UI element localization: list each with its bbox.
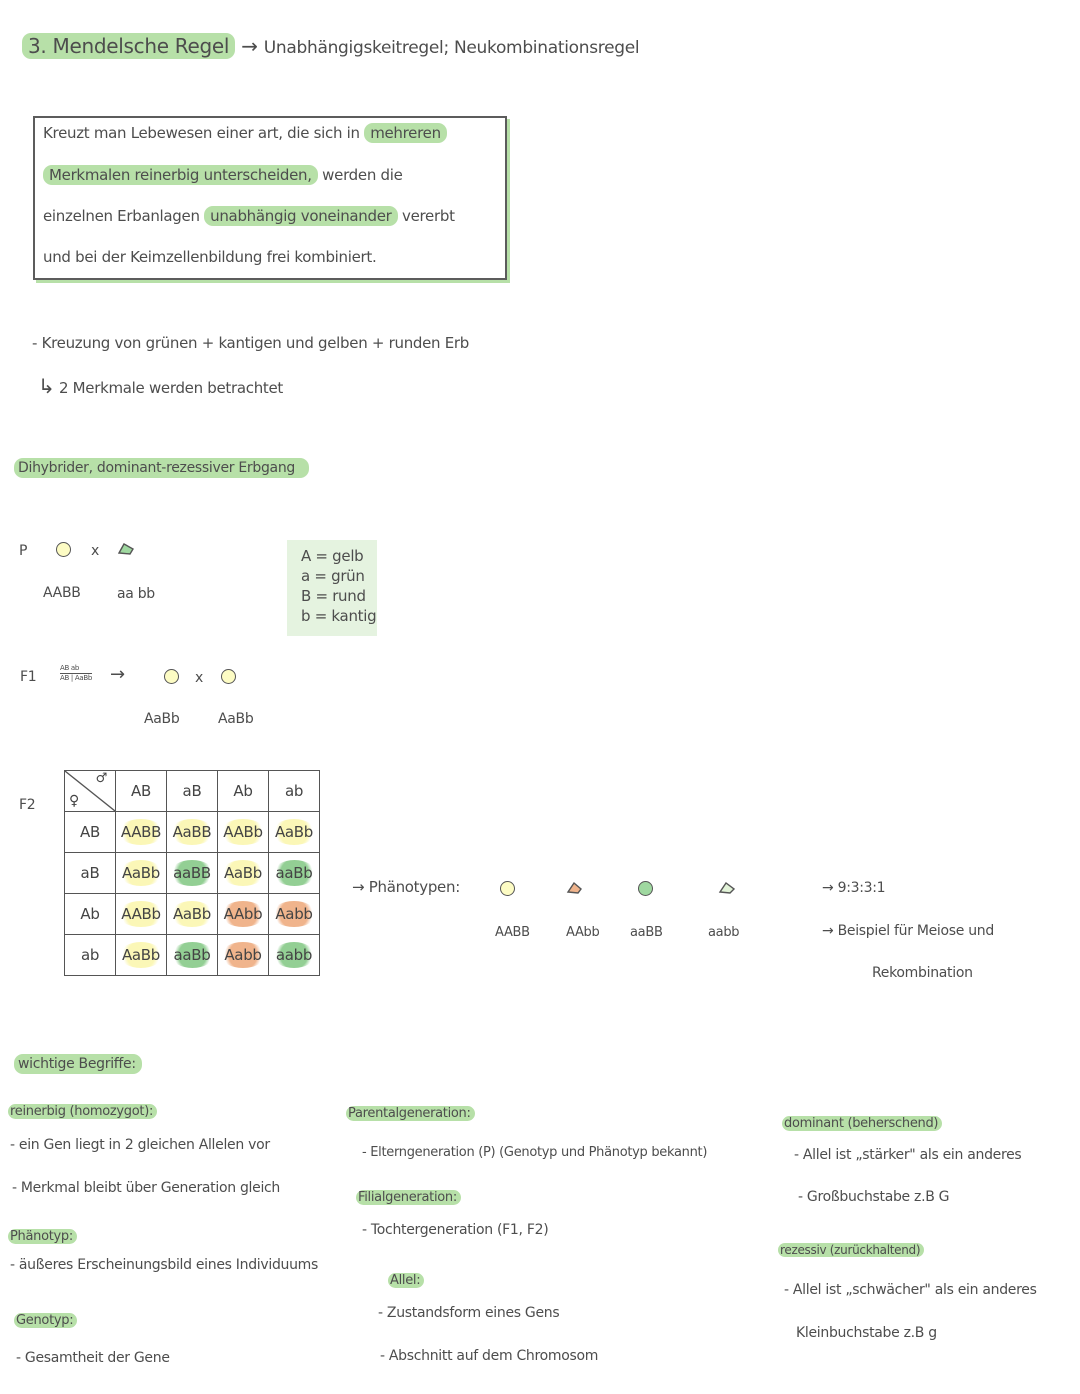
phenotype-genotype: aaBB [630,925,663,940]
genotype: AaBb [119,942,163,968]
f1-arrow: → [110,664,125,685]
genotype: aaBb [171,942,214,968]
rule-box [33,116,507,280]
rule-text: Kreuzt man Lebewesen einer art, die sich in [43,124,360,142]
term-definition: - Merkmal bleibt über Generation gleich [12,1180,280,1196]
yellow-round-pea-icon [500,881,515,896]
rule-highlight: Merkmalen reinerbig unterscheiden, [43,165,318,185]
title-arrow: → [241,34,258,58]
term-heading-text: reinerbig (homozygot): [8,1104,157,1119]
arrow-icon: → [822,923,834,939]
p-genotype-2: aa bb [117,586,155,602]
punnett-col-header: AB [116,771,167,812]
title-subtitle: Unabhängigskeitregel; Neukombinationsregel [263,38,640,58]
genotype: aaBb [273,860,316,886]
ratio-text: 9:3:3:1 [837,880,886,896]
term-definition: - Gesamtheit der Gene [16,1350,170,1366]
phenotypes-label-text: Phänotypen: [368,878,460,896]
f1-label: F1 [20,669,37,685]
rule-line-1 [43,124,447,142]
punnett-cell [116,894,167,935]
f1-mini-top: AB ab [60,664,80,672]
punnett-row-header: ab [65,935,116,976]
punnett-cell [167,853,218,894]
times-sign: x [195,670,203,686]
rule-text: vererbt [402,207,455,225]
term-heading-text: Parentalgeneration: [346,1106,475,1121]
term-definition: - Zustandsform eines Gens [378,1305,560,1321]
term-heading [14,1313,77,1328]
genotype: AaBb [221,860,265,886]
legend-item: A = gelb [301,547,364,565]
term-heading-text: Filialgeneration: [356,1190,461,1205]
legend-item: b = kantig [301,607,377,625]
punnett-header-row [65,771,320,812]
male-symbol-icon: ♂ [95,771,107,786]
genotype: AaBb [119,860,163,886]
legend-item: B = rund [301,587,366,605]
green-round-pea-icon [638,881,653,896]
punnett-cell [116,935,167,976]
term-heading-text: Allel: [388,1273,424,1288]
term-definition: - Elterngeneration (P) (Genotyp und Phänotyp bekannt) [362,1145,708,1160]
term-definition: - Allel ist „schwächer" als ein anderes [784,1282,1037,1298]
term-heading-text: Phänotyp: [8,1229,77,1244]
punnett-row [65,853,320,894]
punnett-row-header: aB [65,853,116,894]
rule-highlight: mehreren [364,123,447,143]
phenotype-genotype: AABB [495,925,530,940]
genotype: aaBB [170,860,214,886]
term-definition: - Großbuchstabe z.B G [798,1189,950,1205]
genotype: aabb [273,942,315,968]
term-heading [778,1243,924,1257]
punnett-cell [218,894,269,935]
example-text: Beispiel für Meiose und [837,923,994,939]
punnett-cell [269,853,320,894]
p-genotype-1: AABB [43,585,81,601]
punnett-cell [116,853,167,894]
term-heading [782,1116,942,1131]
punnett-cell [167,894,218,935]
genotype: AaBb [170,901,214,927]
yellow-round-pea-icon [164,669,179,684]
punnett-square [64,770,320,976]
term-heading-text: rezessiv (zurückhaltend) [778,1243,924,1257]
term-definition: Kleinbuchstabe z.B g [796,1325,937,1341]
cross-subnote-text: 2 Merkmale werden betrachtet [58,379,284,397]
female-symbol-icon: ♀ [69,793,79,809]
phenotypes-label [352,878,460,896]
times-sign: x [91,543,99,559]
punnett-cell [269,935,320,976]
genotype: Aabb [272,901,315,927]
green-angular-pea-icon [117,542,135,556]
term-heading-text: dominant (beherschend) [782,1116,942,1131]
title-highlight: 3. Mendelsche Regel [22,33,235,59]
punnett-col-header: aB [167,771,218,812]
term-definition: - ein Gen liegt in 2 gleichen Allelen vor [10,1137,270,1153]
punnett-cell [269,812,320,853]
rule-highlight: unabhängig voneinander [204,206,397,226]
yellow-round-pea-icon [56,542,71,557]
page-title [22,34,639,58]
punnett-col-header: ab [269,771,320,812]
rule-line-3 [43,207,455,225]
punnett-row [65,894,320,935]
genotype: Aabb [221,942,264,968]
arrow-icon: → [352,878,365,896]
green-angular-pea-icon [718,881,736,895]
legend-item: a = grün [301,567,365,585]
term-heading [8,1104,157,1119]
yellow-round-pea-icon [221,669,236,684]
dihybrid-heading-text: Dihybrider, dominant-rezessiver Erbgang [14,458,309,478]
punnett-cell [116,812,167,853]
p-label: P [19,543,28,559]
genotype: AABB [118,819,164,845]
punnett-corner [65,771,116,812]
punnett-row-header: Ab [65,894,116,935]
punnett-row-header: AB [65,812,116,853]
term-heading [388,1273,424,1288]
cross-note: - Kreuzung von grünen + kantigen und gelben + runden Erb [32,334,469,352]
f1-genotype-2: AaBb [218,711,254,727]
example-note-2: Rekombination [872,965,973,981]
term-definition: - Allel ist „stärker" als ein anderes [794,1147,1022,1163]
term-definition: - Tochtergeneration (F1, F2) [362,1222,549,1238]
terms-heading-text: wichtige Begriffe: [14,1054,142,1074]
punnett-cell [167,812,218,853]
f2-label: F2 [19,797,36,813]
punnett-col-header: Ab [218,771,269,812]
rule-line-2 [43,166,403,184]
punnett-row [65,935,320,976]
punnett-cell [218,935,269,976]
arrow-icon: → [822,880,834,896]
punnett-cell [218,812,269,853]
f1-mini-square [60,664,92,683]
ratio [822,880,885,896]
punnett-cell [269,894,320,935]
genotype: AAbb [221,901,266,927]
genotype: AABb [220,819,266,845]
phenotype-genotype: aabb [708,925,740,940]
f1-genotype-1: AaBb [144,711,180,727]
rule-text: einzelnen Erbanlagen [43,207,200,225]
term-heading [356,1190,461,1205]
term-definition: - Abschnitt auf dem Chromosom [380,1348,599,1364]
genotype: AaBb [272,819,316,845]
term-heading [8,1229,77,1244]
allele-legend [287,540,377,636]
term-heading-text: Genotyp: [14,1313,77,1328]
return-arrow-icon: ↳ [38,374,55,398]
section-heading-terms [14,1056,142,1072]
punnett-row [65,812,320,853]
yellow-angular-pea-icon [566,881,584,895]
rule-text: werden die [322,166,403,184]
genotype: AABb [118,901,164,927]
genotype: AaBB [170,819,215,845]
punnett-cell [167,935,218,976]
f1-mini-bottom: AB | AaBb [60,674,93,682]
rule-line-4: und bei der Keimzellenbildung frei kombiniert. [43,248,377,266]
section-heading-dihybrid [14,460,309,476]
term-heading [346,1106,475,1121]
cross-subnote [38,374,283,398]
example-note [822,923,994,939]
phenotype-genotype: AAbb [566,925,600,940]
punnett-cell [218,853,269,894]
term-definition: - äußeres Erscheinungsbild eines Individuums [10,1257,319,1273]
